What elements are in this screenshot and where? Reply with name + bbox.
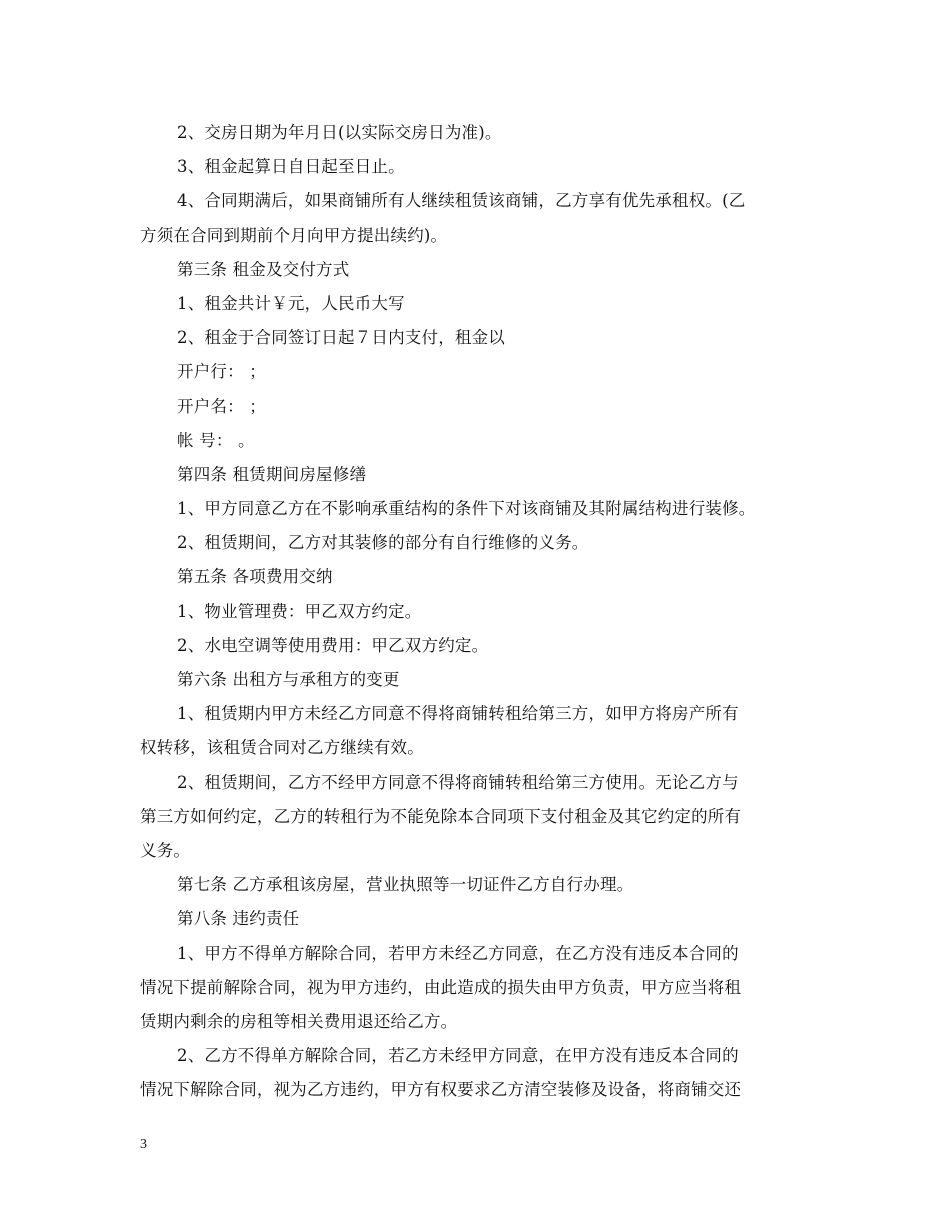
text-line: 2、租赁期间，乙方对其装修的部分有自行维修的义务。	[177, 533, 589, 553]
text-line: 1、租金共计￥元，人民币大写	[177, 293, 405, 313]
text-line: 开户名： ；	[177, 396, 266, 416]
text-line: 第六条 出租方与承租方的变更	[177, 670, 400, 689]
text-line: 义务。	[140, 840, 191, 860]
text-line: 2、交房日期为年月日(以实际交房日为准)。	[177, 123, 502, 142]
text-line: 第四条 租赁期间房屋修缮	[177, 464, 367, 484]
text-line: 1、物业管理费：甲乙双方约定。	[177, 601, 422, 621]
text-line: 第三方如何约定，乙方的转租行为不能免除本合同项下支付租金及其它约定的所有	[140, 806, 742, 826]
text-line: 权转移，该租赁合同对乙方继续有效。	[140, 738, 424, 758]
text-line: 2、水电空调等使用费用：甲乙双方约定。	[177, 635, 489, 655]
text-line: 情况下解除合同，视为乙方违约，甲方有权要求乙方清空装修及设备，将商铺交还	[140, 1080, 742, 1100]
text-line: 第七条 乙方承租该房屋，营业执照等一切证件乙方自行办理。	[177, 875, 634, 895]
page-number: 3	[140, 1137, 147, 1152]
text-line: 帐 号： 。	[177, 430, 255, 450]
text-line: 第五条 各项费用交纳	[177, 567, 333, 587]
text-line: 1、租赁期内甲方未经乙方同意不得将商铺转租给第三方，如甲方将房产所有	[177, 704, 739, 724]
text-line: 方须在合同到期前个月向甲方提出续约)。	[140, 225, 448, 245]
text-line: 2、乙方不得单方解除合同，若乙方未经甲方同意，在甲方没有违反本合同的	[177, 1046, 739, 1066]
text-line: 第八条 违约责任	[177, 909, 300, 929]
text-line: 2、租赁期间，乙方不经甲方同意不得将商铺转租给第三方使用。无论乙方与	[177, 772, 739, 792]
text-line: 4、合同期满后，如果商铺所有人继续租赁该商铺，乙方享有优先承租权。(乙	[177, 191, 746, 211]
text-line: 1、甲方同意乙方在不影响承重结构的条件下对该商铺及其附属结构进行装修。	[177, 499, 756, 519]
text-line: 3、租金起算日自日起至日止。	[177, 157, 405, 177]
text-line: 赁期内剩余的房租等相关费用退还给乙方。	[140, 1011, 458, 1031]
text-line: 情况下提前解除合同，视为甲方违约，由此造成的损失由甲方负责，甲方应当将租	[140, 977, 742, 997]
text-line: 第三条 租金及交付方式	[177, 259, 350, 279]
document-body	[140, 116, 812, 1107]
text-line: 1、甲方不得单方解除合同，若甲方未经乙方同意，在乙方没有违反本合同的	[177, 943, 739, 963]
text-line: 2、租金于合同签订日起７日内支付，租金以	[177, 328, 505, 348]
text-line: 开户行： ；	[177, 362, 266, 382]
